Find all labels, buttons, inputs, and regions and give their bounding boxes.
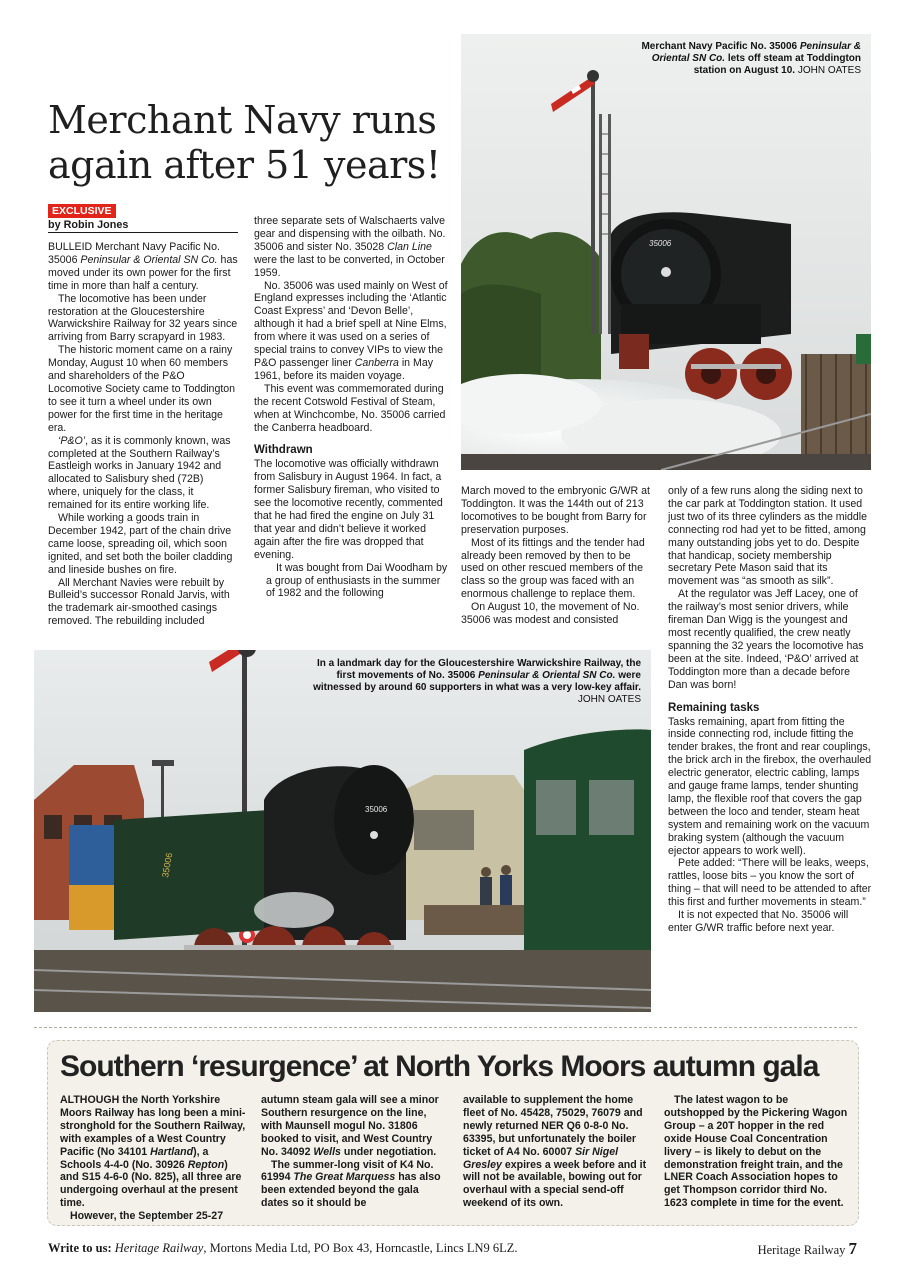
text: The summer-long visit of K4 No. 61994 bbox=[261, 1158, 434, 1184]
svg-text:35006: 35006 bbox=[160, 851, 175, 879]
paragraph bbox=[463, 1094, 649, 1210]
text: ALTHOUGH the North Yorkshire Moors Railway has long been a mini-stronghold for the Southern Railway, with examples of a West Country Pacific (No 34101 bbox=[60, 1094, 246, 1158]
paragraph: Pete added: “There will be leaks, weeps, rattles, loose bits – you know the sort of thing – that will need to be attended to after this first and further movements in steam.” bbox=[668, 857, 872, 909]
paragraph: It is not expected that No. 35006 will enter G/WR traffic before next year. bbox=[668, 909, 849, 934]
loco-name: Repton bbox=[187, 1158, 225, 1171]
paragraph: All Merchant Navies were rebuilt by Bulleid’s successor Ronald Jarvis, with the trademark air-smoothed casings removed. The rebuilding included bbox=[48, 576, 230, 628]
text: , as it is commonly known, was completed at the Southern Railway’s Eastleigh works in January 1942 and allocated to Salisbury shed (72B) where, uniquely for the class, it remained for its entire working life. bbox=[48, 434, 231, 512]
footer-magazine: Heritage Railway bbox=[114, 1241, 204, 1255]
top-caption-loco-name: Peninsular & Oriental SN Co. bbox=[651, 41, 861, 64]
footer-magazine-name: Heritage Railway bbox=[757, 1243, 849, 1257]
article-column-3 bbox=[461, 485, 655, 627]
paragraph: Tasks remaining, apart from fitting the inside connecting rod, include fitting the tender brakes, the front and rear couplings, the brick arch in the firebox, the overhauled electric generator, electric cabling, lamps and gauge frame lamps, tender shunting lamp, the flexible roof that covers the gap between the loco and tender, steam heat system and remaining work on the vacuum braking system (although the vacuum ejector appears to work well). bbox=[668, 715, 872, 857]
loco-name: Hartland bbox=[150, 1145, 194, 1158]
section-divider bbox=[34, 1027, 857, 1028]
top-photo-image bbox=[461, 34, 871, 470]
box-column-1 bbox=[60, 1094, 246, 1223]
bottom-caption-credit: JOHN OATES bbox=[577, 694, 641, 705]
text: in May 1961, before its maiden voyage. bbox=[254, 356, 434, 382]
bottom-photo-caption bbox=[296, 658, 641, 706]
box-headline: Southern ‘resurgence’ at North Yorks Moors autumn gala bbox=[60, 1050, 819, 1083]
text: autumn steam gala will see a minor Southern resurgence on the line, with Maunsell mogul No. 31806 booked to visit, and West Country No. 34092 bbox=[261, 1094, 439, 1158]
article-column-1 bbox=[48, 241, 238, 628]
paragraph bbox=[48, 241, 238, 293]
paragraph: The historic moment came on a rainy Monday, August 10 when 60 members and shareholders of the P&O Locomotive Society came to Toddington to see it turn a wheel under its own power for the first time in the heritage era. bbox=[48, 344, 236, 434]
subheading-remaining-tasks: Remaining tasks bbox=[668, 701, 760, 714]
loco-name: Peninsular & Oriental SN Co. bbox=[80, 253, 218, 266]
ship-name: Canberra bbox=[354, 356, 399, 369]
bottom-photo bbox=[34, 650, 651, 1012]
nickname: ‘P&O’ bbox=[58, 434, 86, 447]
top-caption-text-c: lets off steam at Toddington station on August 10. bbox=[693, 53, 861, 76]
article-column-2 bbox=[254, 215, 448, 600]
loco-name: Wells bbox=[313, 1145, 341, 1158]
top-photo bbox=[461, 34, 871, 470]
paragraph: However, the September 25-27 bbox=[70, 1210, 224, 1223]
bottom-caption-loco-name: Peninsular & Oriental SN Co. bbox=[478, 670, 616, 681]
loco-name: Clan Line bbox=[387, 240, 432, 253]
footer-address: , Mortons Media Ltd, PO Box 43, Horncastle, Lincs LN9 6LZ. bbox=[203, 1241, 518, 1255]
footer-page bbox=[758, 1239, 857, 1259]
bottom-caption-text-c: were witnessed by around 60 supporters in what was a very low-key affair. bbox=[313, 670, 641, 693]
top-photo-caption bbox=[631, 41, 861, 77]
text: three separate sets of Walschaerts valve gear and dispensing with the oilbath. No. 35006 and sister No. 35028 bbox=[254, 215, 446, 253]
text: has moved under its own power for the first time in more than half a century. bbox=[48, 253, 238, 292]
paragraph: The locomotive was officially withdrawn from Salisbury in August 1964. In fact, a former Salisbury fireman, who visited to see the locomotive recently, commented that he had fired the engine on July 31 that year and didn’t believe it worked again after the fire was dropped that evening. bbox=[254, 458, 443, 561]
text: has also been extended beyond the gala dates so it should be bbox=[261, 1171, 441, 1210]
byline: by Robin Jones bbox=[48, 219, 238, 233]
text: were the last to be converted, in October 1959. bbox=[254, 253, 445, 279]
text: under negotiation. bbox=[340, 1145, 437, 1158]
paragraph: only of a few runs along the siding next to the car park at Toddington station. It used just two of its three cylinders as the middle connecting rod had yet to be fitted, among many outstanding jobs yet to do. Despite that handicap, society membership secretary Pete Mason said that its movement was “as smooth as silk”. bbox=[668, 485, 868, 588]
exclusive-tag: EXCLUSIVE bbox=[48, 204, 116, 218]
box-column-3 bbox=[463, 1094, 649, 1210]
footer-lead: Write to us: bbox=[48, 1241, 115, 1255]
paragraph bbox=[48, 435, 238, 512]
paragraph bbox=[261, 1094, 447, 1159]
subheading-withdrawn: Withdrawn bbox=[254, 444, 313, 457]
bottom-caption-text-a: In a landmark day for the Gloucestershire Warwickshire Railway, the first movements of No. 35006 bbox=[317, 658, 641, 681]
paragraph bbox=[254, 215, 448, 280]
text: ) and S15 4-6-0 (No. 825), all three are undergoing overhaul at the present time. bbox=[60, 1158, 242, 1210]
paragraph: While working a goods train in December 1942, part of the chain drive came loose, spreading oil, which soon ignited, and set both the boiler cladding and lineside bushes on fire. bbox=[48, 512, 233, 576]
paragraph bbox=[254, 280, 448, 383]
text: ), a Schools 4-4-0 (No. 30926 bbox=[60, 1145, 209, 1171]
paragraph: March moved to the embryonic G/WR at Toddington. It was the 144th out of 213 locomotives to be bought from Barry for preservation purposes. bbox=[461, 485, 650, 536]
text: BULLEID Merchant Navy Pacific No. 35006 bbox=[48, 241, 220, 266]
page-number: 7 bbox=[848, 1239, 857, 1258]
sidebar-story-box bbox=[47, 1040, 859, 1226]
paragraph: Most of its fittings and the tender had already been removed by then to be used on other rescued members of the class so the group was faced with an enormous challenge to replace them. bbox=[461, 536, 645, 601]
article-headline: Merchant Navy runs again after 51 years! bbox=[48, 98, 441, 187]
text: available to supplement the home fleet of No. 45428, 75029, 76079 and newly returned NER Q6 0-8-0 No. 63395, but unfortunately the boiler ticket of A4 No. 60007 bbox=[463, 1094, 643, 1158]
paragraph: The locomotive has been under restoration at the Gloucestershire Warwickshire Railway for 32 years since arriving from Barry scrapyard in 1983. bbox=[48, 292, 238, 344]
text: No. 35006 was used mainly on West of England expresses including the ‘Atlantic Coast Express’ and ‘Devon Belle’, although it had a brief spell at Nine Elms, from where it was used on a series of special trains to convey VIPs to view the P&O passenger liner bbox=[254, 279, 448, 369]
loco-name: Sir Nigel Gresley bbox=[463, 1145, 619, 1171]
paragraph: This event was commemorated during the recent Cotswold Festival of Steam, when at Winchcombe, No. 35006 carried the Canberra headboard. bbox=[254, 382, 446, 434]
top-caption-credit: JOHN OATES bbox=[795, 65, 861, 76]
paragraph: It was bought from Dai Woodham by a group of enthusiasts in the summer of 1982 and the following bbox=[266, 561, 448, 600]
paragraph bbox=[261, 1159, 447, 1211]
top-loco-number: 35006 bbox=[649, 239, 672, 248]
box-column-2 bbox=[261, 1094, 447, 1210]
bottom-loco-number: 35006 bbox=[365, 805, 388, 814]
paragraph bbox=[60, 1094, 246, 1210]
byline-block bbox=[48, 201, 238, 233]
paragraph: On August 10, the movement of No. 35006 was modest and consisted bbox=[461, 601, 640, 627]
article-column-4 bbox=[668, 485, 872, 935]
footer-contact bbox=[48, 1241, 518, 1256]
top-caption-text-a: Merchant Navy Pacific No. 35006 bbox=[641, 41, 800, 52]
paragraph: The latest wagon to be outshopped by the Pickering Wagon Group – a 20T hopper in the red oxide House Coal Concentration livery – is likely to debut on the demonstration freight train, and the LNER Coach Association hopes to get Thompson corridor third No. 1623 complete in time for the event. bbox=[664, 1094, 848, 1210]
paragraph: At the regulator was Jeff Lacey, one of the railway’s most senior drivers, while fireman Dan Wigg is the youngest and most recently qualified, the crew neatly spanning the 32 years the locomotive has been at the site. Indeed, ‘P&O’ arrived at Toddington more than a decade before Dan was born! bbox=[668, 588, 864, 691]
text: expires a week before and it will not be available, bowing out for overhaul with a special send-off weekend of its own. bbox=[463, 1158, 647, 1210]
box-column-4 bbox=[664, 1094, 850, 1210]
loco-name: The Great Marquess bbox=[293, 1171, 396, 1184]
